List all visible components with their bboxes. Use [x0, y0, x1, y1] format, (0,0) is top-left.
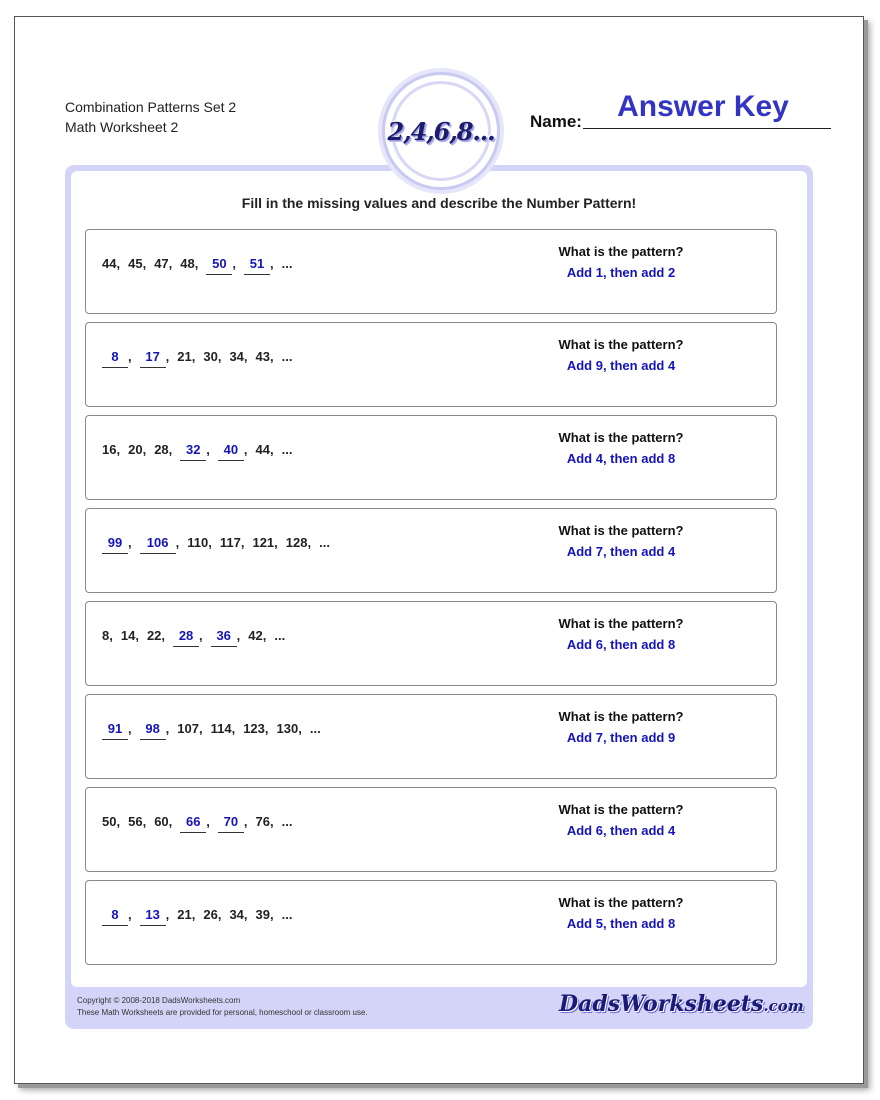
name-line [583, 127, 831, 129]
sequence-term: 20 [128, 442, 143, 457]
comma-separator: , [161, 628, 166, 643]
pattern-question-label: What is the pattern? [558, 430, 684, 445]
number-sequence [102, 256, 292, 271]
answer-blank: 13 [140, 907, 166, 926]
comma-separator: , [270, 256, 274, 271]
sequence-term: 121 [252, 535, 275, 550]
pattern-question [496, 892, 746, 934]
comma-separator: , [274, 535, 278, 550]
problem-row [85, 229, 777, 314]
comma-separator: , [128, 349, 132, 364]
answer-blank: 32 [180, 442, 206, 461]
comma-separator: , [298, 721, 302, 736]
sequence-term: 45 [128, 256, 143, 271]
comma-separator: , [191, 349, 196, 364]
comma-separator: , [270, 907, 274, 922]
pattern-question [496, 334, 746, 376]
comma-separator: , [270, 442, 274, 457]
number-sequence [102, 721, 321, 736]
comma-separator: , [116, 256, 121, 271]
comma-separator: , [236, 628, 241, 643]
comma-separator: , [128, 535, 132, 550]
answer-blank: 36 [211, 628, 237, 647]
comma-separator: , [168, 442, 173, 457]
comma-separator: , [243, 349, 248, 364]
answer-blank: 17 [140, 349, 166, 368]
sequence-term: ... [281, 814, 293, 829]
sequence-term: 26 [203, 907, 218, 922]
copyright-text: Copyright © 2008-2018 DadsWorksheets.com [77, 996, 241, 1005]
answer-blank: 8 [102, 907, 128, 926]
pattern-answer: Add 7, then add 4 [566, 544, 676, 559]
brand-logo-main: DadsWorksheets [559, 991, 764, 1017]
comma-separator: , [307, 535, 312, 550]
problem-row [85, 415, 777, 500]
comma-separator: , [198, 721, 203, 736]
pattern-question-label: What is the pattern? [558, 337, 684, 352]
comma-separator: , [165, 349, 170, 364]
brand-logo [559, 991, 809, 1021]
sequence-term: 42 [248, 628, 263, 643]
sequence-term: ... [319, 535, 330, 550]
sequence-term: 21 [177, 349, 192, 364]
sequence-term: ... [281, 349, 293, 364]
answer-blank: 8 [102, 349, 128, 368]
comma-separator: , [168, 814, 173, 829]
comma-separator: , [240, 535, 245, 550]
number-sequence [102, 907, 292, 922]
comma-separator: , [199, 628, 203, 643]
problem-row [85, 508, 777, 593]
sequence-term: ... [309, 721, 321, 736]
pattern-answer: Add 6, then add 4 [566, 823, 676, 838]
comma-separator: , [270, 814, 274, 829]
comma-separator: , [142, 442, 147, 457]
problem-row [85, 694, 777, 779]
comma-separator: , [217, 907, 222, 922]
answer-blank: 91 [102, 721, 128, 740]
comma-separator: , [142, 256, 147, 271]
pattern-answer: Add 4, then add 8 [566, 451, 676, 466]
sequence-term: 130 [276, 721, 299, 736]
comma-separator: , [217, 349, 222, 364]
comma-separator: , [232, 256, 236, 271]
comma-separator: , [191, 907, 196, 922]
sequence-term: 60 [154, 814, 169, 829]
comma-separator: , [116, 814, 121, 829]
pattern-question-label: What is the pattern? [558, 244, 684, 259]
sequence-term: 114 [210, 721, 232, 736]
problem-row [85, 787, 777, 872]
answer-blank: 28 [173, 628, 199, 647]
sequence-term: ... [281, 256, 293, 271]
comma-separator: , [208, 535, 212, 550]
comma-separator: , [262, 628, 267, 643]
sequence-term: 44 [102, 256, 117, 271]
answer-key-text: Answer Key [617, 90, 789, 123]
pattern-question-label: What is the pattern? [558, 523, 684, 538]
problems-frame [65, 165, 813, 1029]
sequence-term: 21 [177, 907, 192, 922]
answer-blank: 70 [218, 814, 244, 833]
sequence-term: 14 [120, 628, 136, 643]
pattern-question-label: What is the pattern? [558, 895, 684, 910]
comma-separator: , [116, 442, 121, 457]
sequence-term: 117 [219, 535, 241, 550]
answer-blank: 106 [140, 535, 176, 554]
sequence-term: 110 [187, 535, 209, 550]
worksheet-title [65, 97, 236, 137]
answer-blank: 98 [140, 721, 166, 740]
pattern-answer: Add 7, then add 9 [566, 730, 676, 745]
pattern-question [496, 241, 746, 283]
sequence-term: 16 [102, 442, 117, 457]
sequence-term: 47 [154, 256, 169, 271]
sequence-term: 30 [203, 349, 218, 364]
number-sequence [102, 628, 285, 643]
comma-separator: , [264, 721, 269, 736]
instructions: Fill in the missing values and describe the Number Pattern! [241, 195, 637, 211]
sequence-term: 107 [177, 721, 199, 736]
sequence-term: 34 [229, 907, 244, 922]
sequence-term: 123 [243, 721, 265, 736]
pattern-answer: Add 1, then add 2 [566, 265, 676, 280]
sequence-term: 128 [285, 535, 308, 550]
worksheet-title-line2: Math Worksheet 2 [65, 119, 179, 135]
comma-separator: , [165, 907, 170, 922]
answer-blank: 99 [102, 535, 128, 554]
problems-panel [71, 171, 807, 987]
pattern-question [496, 706, 746, 748]
logo-text: 2,4,6,8... [387, 116, 495, 146]
answer-blank: 50 [206, 256, 232, 275]
number-sequence [102, 442, 292, 457]
sequence-term: 44 [255, 442, 270, 457]
comma-separator: , [175, 535, 180, 550]
sequence-term: 39 [255, 907, 270, 922]
logo-badge-inner [387, 81, 495, 181]
pattern-question-label: What is the pattern? [558, 709, 684, 724]
number-sequence [102, 535, 330, 550]
answer-blank: 51 [244, 256, 270, 275]
pattern-question [496, 427, 746, 469]
sequence-term: 8 [102, 628, 110, 643]
pattern-question-label: What is the pattern? [558, 802, 684, 817]
sequence-term: 22 [146, 628, 162, 643]
sequence-term: ... [281, 442, 293, 457]
sequence-term: 76 [255, 814, 270, 829]
sequence-term: 48 [180, 256, 195, 271]
worksheet-page [14, 16, 864, 1084]
problem-row [85, 880, 777, 965]
comma-separator: , [128, 721, 132, 736]
number-sequence [102, 814, 292, 829]
problem-row [85, 601, 777, 686]
sequence-term: 34 [229, 349, 244, 364]
footer-text [77, 995, 368, 1019]
sequence-term: 50 [102, 814, 117, 829]
sequence-term: 43 [255, 349, 270, 364]
worksheet-title-line1: Combination Patterns Set 2 [65, 99, 237, 115]
comma-separator: , [231, 721, 236, 736]
usage-notice: These Math Worksheets are provided for personal, homeschool or classroom use. [77, 1008, 368, 1017]
pattern-question [496, 799, 746, 841]
comma-separator: , [128, 907, 132, 922]
answer-blank: 40 [218, 442, 244, 461]
logo-badge [382, 72, 500, 190]
sequence-term: ... [281, 907, 293, 922]
comma-separator: , [142, 814, 147, 829]
comma-separator: , [243, 907, 248, 922]
comma-separator: , [165, 721, 170, 736]
comma-separator: , [109, 628, 113, 643]
pattern-question-label: What is the pattern? [558, 616, 684, 631]
answer-blank: 66 [180, 814, 206, 833]
pattern-answer: Add 9, then add 4 [566, 358, 676, 373]
comma-separator: , [206, 814, 210, 829]
number-sequence [102, 349, 292, 364]
brand-logo-suffix: .com [763, 997, 804, 1015]
pattern-answer: Add 6, then add 8 [566, 637, 676, 652]
sequence-term: 28 [154, 442, 169, 457]
comma-separator: , [243, 442, 248, 457]
sequence-term: 56 [128, 814, 143, 829]
comma-separator: , [194, 256, 199, 271]
comma-separator: , [135, 628, 139, 643]
pattern-question [496, 613, 746, 655]
pattern-answer: Add 5, then add 8 [566, 916, 676, 931]
comma-separator: , [206, 442, 210, 457]
pattern-question [496, 520, 746, 562]
comma-separator: , [168, 256, 173, 271]
comma-separator: , [270, 349, 274, 364]
sequence-term: ... [274, 628, 286, 643]
name-label: Name: [530, 112, 582, 131]
comma-separator: , [243, 814, 248, 829]
problem-row [85, 322, 777, 407]
